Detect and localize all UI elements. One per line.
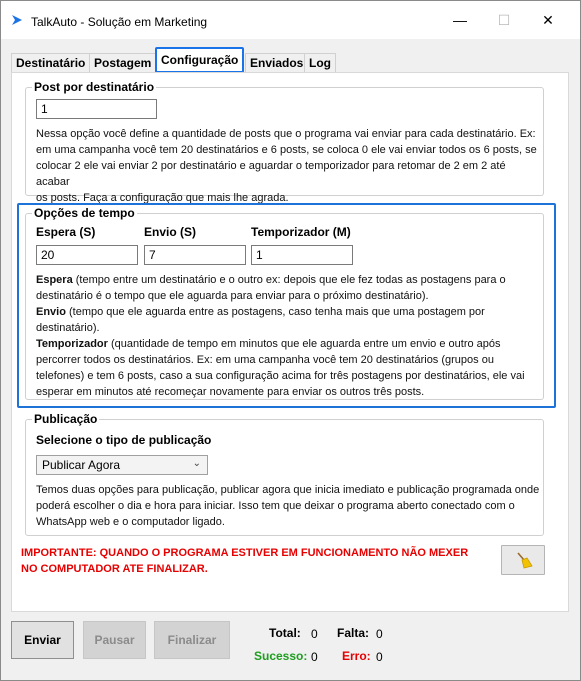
envio-input[interactable]: [144, 245, 246, 265]
total-label: Total:: [269, 626, 301, 640]
espera-label: Espera (S): [36, 225, 96, 239]
finalizar-button[interactable]: Finalizar: [154, 621, 230, 659]
help-line: esperar em minutos até recomeçar novamente para enviar os outros três posts.: [36, 386, 425, 398]
broom-icon: [515, 551, 533, 569]
help-text: (quantidade de tempo em minutos que ele aguarda entre um envio e outro após: [107, 338, 501, 350]
espera-input[interactable]: [36, 245, 138, 265]
close-button[interactable]: ✕: [542, 12, 554, 28]
falta-value: 0: [376, 627, 383, 641]
help-text: (tempo que ele aguarda entre as postagens, caso tenha mais que uma postagem por: [65, 306, 485, 318]
tab-configuracao[interactable]: Configuração: [155, 47, 244, 73]
help-line: Temos duas opções para publicação, publicar agora que inicia imediato e publicação programada onde: [36, 484, 540, 496]
pausar-button[interactable]: Pausar: [83, 621, 146, 659]
sucesso-label: Sucesso:: [254, 649, 308, 663]
opcoes-de-tempo-help: [36, 272, 541, 400]
envio-label: Envio (S): [144, 225, 197, 239]
tipo-publicacao-label: Selecione o tipo de publicação: [36, 433, 212, 447]
tipo-publicacao-select[interactable]: [36, 455, 208, 475]
talkauto-logo-icon: [11, 14, 23, 26]
tab-destinatario[interactable]: Destinatário: [11, 53, 90, 72]
warning-line: NO COMPUTADOR ATE FINALIZAR.: [21, 563, 208, 575]
help-line: WhatsApp web e o computador ligado.: [36, 516, 225, 528]
tab-enviados[interactable]: Enviados: [245, 53, 308, 72]
help-line: poderá escolher o dia e hora para iniciar. Isso tem que deixar o programa aberto conectado com o: [36, 500, 515, 512]
publicacao-help: [36, 482, 541, 530]
tab-postagem[interactable]: Postagem: [89, 53, 156, 72]
help-line: destinatário).: [36, 322, 100, 334]
total-value: 0: [311, 627, 318, 641]
espera-help: [36, 272, 541, 288]
erro-label: Erro:: [342, 649, 371, 663]
clear-button[interactable]: [501, 545, 545, 575]
help-line: os posts. Faça a configuração que mais lhe agrada.: [36, 192, 289, 204]
post-por-destinatario-title: Post por destinatário: [34, 80, 155, 94]
publicacao-group: [25, 412, 544, 536]
window-title: TalkAuto - Solução em Marketing: [31, 15, 208, 29]
warning-message: [21, 545, 468, 577]
tipo-publicacao-selected: Publicar Agora: [42, 458, 121, 472]
post-por-destinatario-input[interactable]: [36, 99, 157, 119]
warning-line: IMPORTANTE: QUANDO O PROGRAMA ESTIVER EM FUNCIONAMENTO NÃO MEXER: [21, 547, 469, 559]
temporizador-help: [36, 336, 541, 352]
envio-term: Envio: [36, 306, 66, 318]
configuracao-tab-page: [11, 72, 569, 612]
post-por-destinatario-help: [36, 126, 541, 206]
tab-log[interactable]: Log: [304, 53, 336, 72]
temporizador-term: Temporizador: [36, 338, 108, 350]
help-line: telefones) e tem 6 posts, caso a sua configuração acima for três postagens por destinatários, ele vai: [36, 370, 525, 382]
maximize-button[interactable]: ☐: [497, 12, 511, 28]
title-bar[interactable]: [1, 1, 580, 39]
help-line: Nessa opção você define a quantidade de posts que o programa vai enviar para cada destinatário. Ex:: [36, 128, 536, 140]
help-line: em uma campanha você tem 20 destinatários e 6 posts, se coloca 0 ele vai enviar todos os 6 posts, se: [36, 144, 537, 156]
help-line: destinatário é o tempo que ele aguarda para enviar para o próximo destinatário).: [36, 290, 429, 302]
espera-term: Espera: [36, 274, 73, 286]
opcoes-de-tempo-group: [25, 206, 544, 400]
temporizador-label: Temporizador (M): [251, 225, 351, 239]
envio-help: [36, 304, 541, 320]
help-text: (tempo entre um destinatário e o outro ex: depois que ele fez todas as postagens para o: [72, 274, 506, 286]
sucesso-value: 0: [311, 650, 318, 664]
opcoes-de-tempo-title: Opções de tempo: [34, 206, 135, 220]
help-line: percorrer todos os destinatários. Ex: em uma campanha você tem 20 destinatários (grupos ou: [36, 354, 494, 366]
minimize-button[interactable]: —: [453, 12, 467, 28]
post-por-destinatario-group: [25, 80, 544, 204]
falta-label: Falta:: [337, 626, 370, 640]
help-line: colocar 2 ele vai enviar 2 por destinatário e aguardar o temporizador para retomar de 2 em 2 até acabar: [36, 160, 506, 188]
enviar-button[interactable]: Enviar: [11, 621, 74, 659]
publicacao-title: Publicação: [34, 412, 98, 426]
temporizador-input[interactable]: [251, 245, 353, 265]
erro-value: 0: [376, 650, 383, 664]
chevron-down-icon: ⌄: [192, 458, 201, 469]
